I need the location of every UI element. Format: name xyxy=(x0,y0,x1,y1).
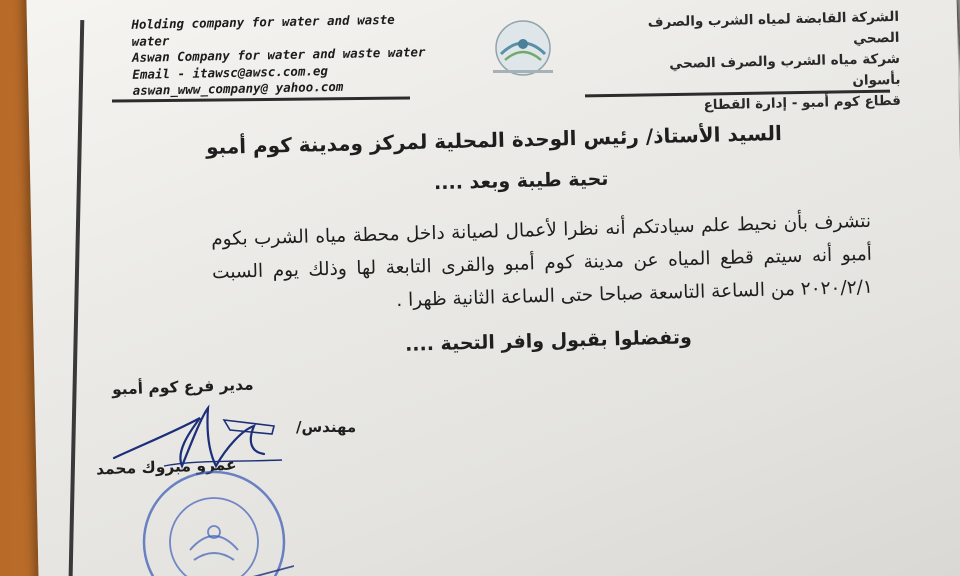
letterhead-en-line: Email - itawsc@awsc.com.eg xyxy=(132,62,329,82)
engineer-label: مهندس/ xyxy=(296,418,357,436)
letter-closing: وتفضلوا بقبول وافر التحية .... xyxy=(404,326,693,356)
company-logo xyxy=(483,18,563,80)
letter-greeting: تحية طيبة وبعد .... xyxy=(433,167,609,195)
signer-name: عمرو مبروك محمد xyxy=(95,455,237,479)
signer-title: مدير فرع كوم أمبو xyxy=(111,375,254,399)
letterhead-ar-line: الشركة القابضة لمياه الشرب والصرف الصحي xyxy=(647,8,900,47)
letterhead-ar-line: قطاع كوم أمبو - إدارة القطاع xyxy=(703,92,902,114)
letterhead-en-line: Holding company for water and waste water xyxy=(131,11,395,49)
letterhead-english xyxy=(131,11,433,99)
letterhead-arabic xyxy=(619,7,901,118)
letter-body: نتشرف بأن نحيط علم سيادتكم أنه نظرا لأعمال لصيانة داخل محطة مياه الشرب بكوم أمبو أنه سيتم قطع المياه عن مدينة كوم أمبو والقرى التابعة لها وذلك يوم السبت ٢٠٢٠/٢/١ من الساعة التاسعة صباحا حتى الساعة الثانية ظهرا . xyxy=(210,210,874,312)
official-stamp xyxy=(134,462,294,576)
letter-addressee: السيد الأستاذ/ رئيس الوحدة المحلية لمركز ومدينة كوم أمبو xyxy=(205,120,783,160)
letterhead-en-line: Aswan Company for water and waste water xyxy=(131,44,426,65)
letterhead-ar-line: شركة مياه الشرب والصرف الصحي بأسوان xyxy=(669,50,901,89)
letterhead-en-line: aswan_www_company@ yahoo.com xyxy=(132,78,344,98)
